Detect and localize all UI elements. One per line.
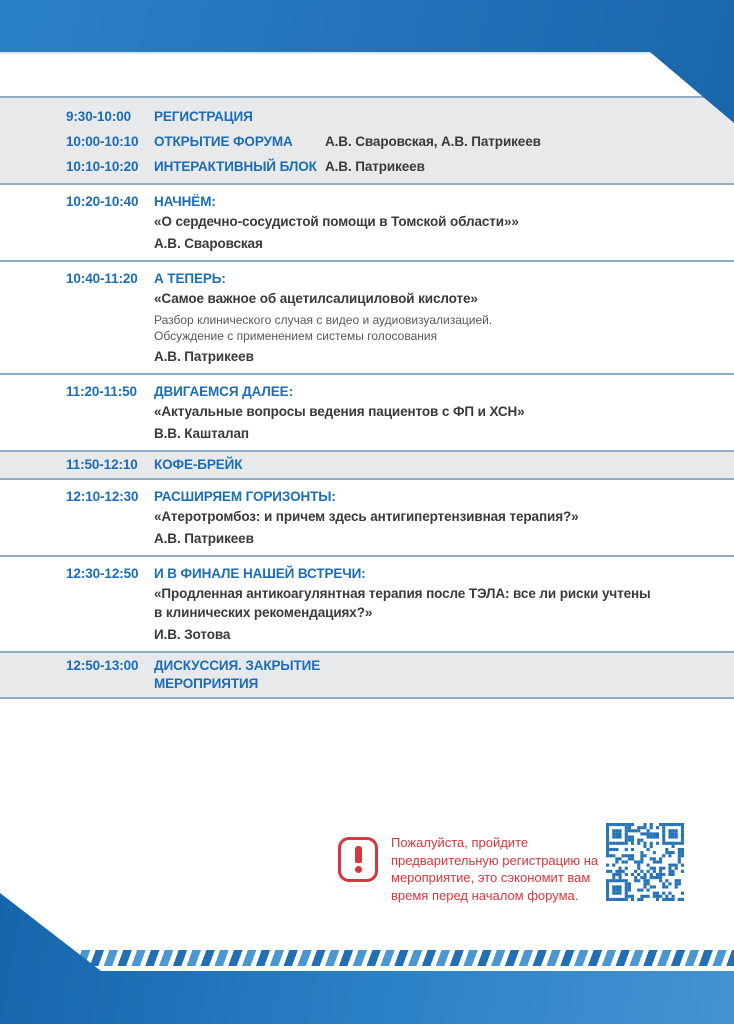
session-block (0, 557, 734, 651)
schedule-row (0, 657, 734, 693)
speaker-label: А.В. Патрикеев (154, 349, 254, 364)
time-label: 11:20-11:50 (66, 384, 137, 399)
session-title: «О сердечно-сосудистой помощи в Томской области»» (154, 214, 519, 229)
exclamation-bar (355, 846, 362, 863)
time-label: 9:30-10:00 (66, 109, 132, 124)
session-title: ДИСКУССИЯ. ЗАКРЫТИЕ МЕРОПРИЯТИЯ (154, 658, 321, 691)
time-label: 10:40-11:20 (66, 271, 138, 286)
session-title: «Продленная антикоагулянтная терапия после ТЭЛА: все ли риски учтены в клинических рекомендациях?» (154, 586, 651, 620)
schedule-row (0, 129, 734, 154)
time-label: 11:50-12:10 (66, 457, 138, 472)
schedule-band-coffee-break (0, 450, 734, 480)
time-label: 10:10-10:20 (66, 159, 139, 174)
schedule-band-opening (0, 96, 734, 185)
schedule-row (0, 104, 734, 129)
schedule-row (0, 154, 734, 179)
session-body (154, 383, 714, 443)
time-label: 12:30-12:50 (66, 566, 139, 581)
session-title: «Атеротромбоз: и причем здесь антигипертензивная терапия?» (154, 509, 579, 524)
session-title: РЕГИСТРАЦИЯ (154, 109, 253, 124)
time-label: 10:00-10:10 (66, 134, 139, 149)
session-block (0, 262, 734, 375)
session-body (154, 488, 714, 548)
header-divider-line (0, 52, 734, 54)
session-block (0, 480, 734, 557)
speaker-label: В.В. Кашталап (154, 426, 249, 441)
exclamation-dot (355, 866, 362, 873)
time-label: 10:20-10:40 (66, 194, 139, 209)
session-title: «Самое важное об ацетилсалициловой кислоте» (154, 291, 478, 306)
schedule-band-closing (0, 651, 734, 699)
time-label: 12:50-13:00 (66, 658, 139, 673)
time-label: 12:10-12:30 (66, 489, 139, 504)
session-heading: РАСШИРЯЕМ ГОРИЗОНТЫ: (154, 489, 336, 504)
speakers-label: А.В. Сваровская, А.В. Патрикеев (325, 134, 541, 149)
registration-notice (338, 834, 626, 904)
hatch-stripe-decoration (68, 950, 734, 966)
session-title: КОФЕ-БРЕЙК (154, 457, 243, 472)
session-heading: НАЧНЁМ: (154, 194, 216, 209)
session-block (0, 185, 734, 262)
session-block (0, 375, 734, 450)
session-note: Разбор клинического случая с видео и аудиовизуализацией. Обсуждение с применением системы голосования (154, 313, 493, 343)
speaker-label: И.В. Зотова (154, 627, 231, 642)
registration-notice-text: Пожалуйста, пройдите предварительную регистрацию на мероприятие, это сэкономит вам время перед началом форума. (391, 835, 599, 903)
speakers-label: А.В. Патрикеев (325, 159, 425, 174)
session-heading: А ТЕПЕРЬ: (154, 271, 226, 286)
session-title: ОТКРЫТИЕ ФОРУМА (154, 134, 293, 149)
qr-code (606, 823, 684, 901)
speaker-label: А.В. Патрикеев (154, 531, 254, 546)
schedule-row (0, 456, 734, 474)
session-title: ИНТЕРАКТИВНЫЙ БЛОК (154, 159, 317, 174)
schedule (0, 52, 734, 699)
session-body (154, 270, 714, 366)
session-body (154, 565, 714, 644)
speaker-label: А.В. Сваровская (154, 236, 263, 251)
session-body (154, 193, 714, 253)
session-heading: ДВИГАЕМСЯ ДАЛЕЕ: (154, 384, 293, 399)
session-title: «Актуальные вопросы ведения пациентов с ФП и ХСН» (154, 404, 525, 419)
exclamation-icon (338, 837, 378, 882)
session-heading: И В ФИНАЛЕ НАШЕЙ ВСТРЕЧИ: (154, 566, 366, 581)
